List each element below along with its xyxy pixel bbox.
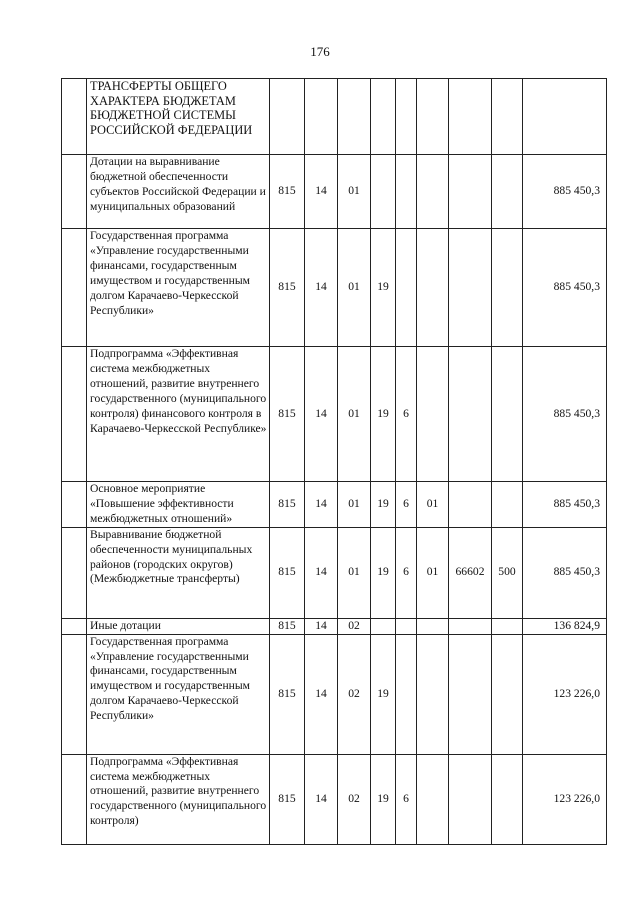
amount-cell: 123 226,0: [523, 634, 607, 754]
table-row: [62, 347, 607, 482]
ministry-code-cell: 815: [270, 347, 305, 482]
table-row: [62, 229, 607, 347]
subsection-code-cell: 01: [338, 155, 371, 229]
direction-code-cell: [449, 634, 492, 754]
section-code-cell: 14: [305, 754, 338, 844]
event-code-cell: [417, 155, 449, 229]
subprogram-code-cell: 6: [396, 347, 417, 482]
direction-code-cell: [449, 347, 492, 482]
subsection-code-cell: 01: [338, 482, 371, 528]
event-code-cell: [417, 229, 449, 347]
row-marker-cell: [62, 618, 87, 634]
row-marker-cell: [62, 754, 87, 844]
page-number: 176: [310, 44, 330, 59]
event-code-cell: [417, 618, 449, 634]
row-marker-cell: [62, 229, 87, 347]
subprogram-code-cell: [396, 229, 417, 347]
expense-type-code-cell: [492, 618, 523, 634]
row-marker-cell: [62, 347, 87, 482]
event-code-cell: [417, 634, 449, 754]
section-code-cell: 14: [305, 527, 338, 618]
subsection-code-cell: 01: [338, 347, 371, 482]
expense-type-code-cell: [492, 79, 523, 155]
amount-cell: 136 824,9: [523, 618, 607, 634]
amount-cell: 885 450,3: [523, 155, 607, 229]
direction-code-cell: [449, 79, 492, 155]
amount-cell: 885 450,3: [523, 482, 607, 528]
program-code-cell: 19: [371, 527, 396, 618]
expense-type-code-cell: 500: [492, 527, 523, 618]
expense-type-code-cell: [492, 482, 523, 528]
subprogram-code-cell: 6: [396, 754, 417, 844]
expense-type-code-cell: [492, 347, 523, 482]
event-code-cell: [417, 754, 449, 844]
amount-cell: 885 450,3: [523, 347, 607, 482]
ministry-code-cell: 815: [270, 618, 305, 634]
row-marker-cell: [62, 527, 87, 618]
table-row: [62, 155, 607, 229]
program-code-cell: 19: [371, 482, 396, 528]
direction-code-cell: [449, 754, 492, 844]
expense-type-code-cell: [492, 155, 523, 229]
direction-code-cell: [449, 229, 492, 347]
direction-code-cell: [449, 155, 492, 229]
subsection-code-cell: [338, 79, 371, 155]
expense-name-cell: Иные дотации: [87, 618, 270, 634]
subprogram-code-cell: [396, 155, 417, 229]
table-row: [62, 482, 607, 528]
expense-name-cell: Подпрограмма «Эффективная система межбюджетных отношений, развитие внутреннего государственного (муниципального контроля) финансового контроля в Карачаево-Черкесской Республике»: [87, 347, 270, 482]
expense-name-cell: Основное мероприятие «Повышение эффективности межбюджетных отношений»: [87, 482, 270, 528]
subsection-code-cell: 01: [338, 527, 371, 618]
program-code-cell: 19: [371, 634, 396, 754]
amount-cell: 885 450,3: [523, 229, 607, 347]
expense-name-cell: Подпрограмма «Эффективная система межбюджетных отношений, развитие внутреннего государственного (муниципального контроля): [87, 754, 270, 844]
row-marker-cell: [62, 482, 87, 528]
direction-code-cell: [449, 482, 492, 528]
section-code-cell: 14: [305, 482, 338, 528]
direction-code-cell: [449, 618, 492, 634]
section-code-cell: 14: [305, 155, 338, 229]
table-row: [62, 79, 607, 155]
table-row: [62, 754, 607, 844]
section-code-cell: [305, 79, 338, 155]
event-code-cell: 01: [417, 482, 449, 528]
direction-code-cell: 66602: [449, 527, 492, 618]
ministry-code-cell: 815: [270, 754, 305, 844]
program-code-cell: [371, 79, 396, 155]
event-code-cell: [417, 347, 449, 482]
ministry-code-cell: 815: [270, 229, 305, 347]
subprogram-code-cell: 6: [396, 482, 417, 528]
subsection-code-cell: 02: [338, 618, 371, 634]
expense-name-cell: Дотации на выравнивание бюджетной обеспеченности субъектов Российской Федерации и муниципальных образований: [87, 155, 270, 229]
amount-cell: 885 450,3: [523, 527, 607, 618]
amount-cell: [523, 79, 607, 155]
expense-name-cell: Государственная программа «Управление государственными финансами, государственным имуществом и государственным долгом Карачаево-Черкесской Республики»: [87, 229, 270, 347]
section-code-cell: 14: [305, 229, 338, 347]
program-code-cell: [371, 155, 396, 229]
expense-name-cell: ТРАНСФЕРТЫ ОБЩЕГО ХАРАКТЕРА БЮДЖЕТАМ БЮДЖЕТНОЙ СИСТЕМЫ РОССИЙСКОЙ ФЕДЕРАЦИИ: [87, 79, 270, 155]
ministry-code-cell: 815: [270, 527, 305, 618]
row-marker-cell: [62, 79, 87, 155]
program-code-cell: 19: [371, 229, 396, 347]
section-code-cell: 14: [305, 347, 338, 482]
row-marker-cell: [62, 634, 87, 754]
section-code-cell: 14: [305, 618, 338, 634]
subprogram-code-cell: 6: [396, 527, 417, 618]
table-row: [62, 618, 607, 634]
expense-type-code-cell: [492, 229, 523, 347]
subprogram-code-cell: [396, 79, 417, 155]
expense-name-cell: Государственная программа «Управление государственными финансами, государственным имуществом и государственным долгом Карачаево-Черкесской Республики»: [87, 634, 270, 754]
table-row: [62, 527, 607, 618]
program-code-cell: 19: [371, 347, 396, 482]
budget-table: [61, 78, 607, 845]
subprogram-code-cell: [396, 634, 417, 754]
program-code-cell: 19: [371, 754, 396, 844]
program-code-cell: [371, 618, 396, 634]
ministry-code-cell: 815: [270, 482, 305, 528]
ministry-code-cell: 815: [270, 155, 305, 229]
event-code-cell: 01: [417, 527, 449, 618]
table-row: [62, 634, 607, 754]
expense-name-cell: Выравнивание бюджетной обеспеченности муниципальных районов (городских округов) (Межбюджетные трансферты): [87, 527, 270, 618]
amount-cell: 123 226,0: [523, 754, 607, 844]
subprogram-code-cell: [396, 618, 417, 634]
subsection-code-cell: 01: [338, 229, 371, 347]
ministry-code-cell: [270, 79, 305, 155]
row-marker-cell: [62, 155, 87, 229]
expense-type-code-cell: [492, 754, 523, 844]
subsection-code-cell: 02: [338, 634, 371, 754]
expense-type-code-cell: [492, 634, 523, 754]
section-code-cell: 14: [305, 634, 338, 754]
subsection-code-cell: 02: [338, 754, 371, 844]
ministry-code-cell: 815: [270, 634, 305, 754]
event-code-cell: [417, 79, 449, 155]
